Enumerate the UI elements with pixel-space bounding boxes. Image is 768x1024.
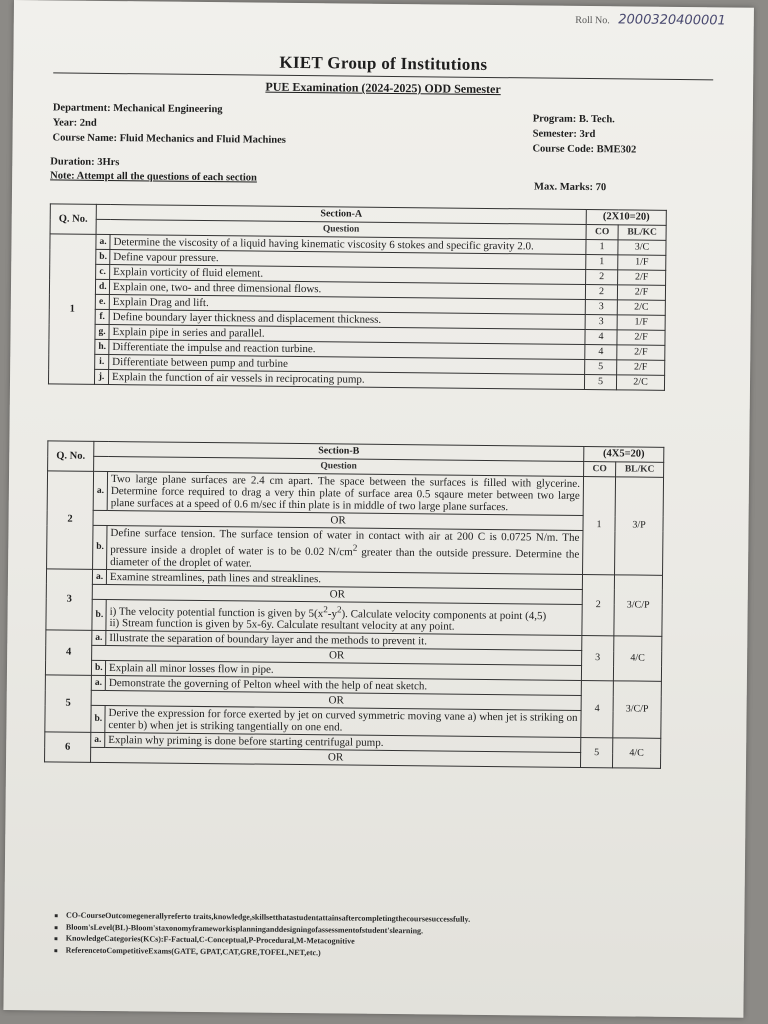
bl-value: 4/C [613, 636, 661, 682]
sub-label: j. [94, 369, 108, 384]
superscript: 2 [323, 603, 328, 614]
question-text: Explain Drag and lift. [109, 295, 585, 315]
section-a-table [48, 203, 667, 390]
question-number: 6 [45, 732, 91, 762]
question-text: Explain all minor losses flow in pipe. [105, 661, 581, 681]
co-value: 4 [585, 344, 617, 359]
question-text [107, 526, 583, 575]
question-number: 1 [48, 234, 96, 384]
question-number: 2 [47, 471, 94, 569]
question-text-part: ii) Stream function is given by 5x-6y. Calculate resultant velocity at any point. [109, 617, 455, 633]
footnotes [65, 910, 708, 964]
question-text: Explain pipe in series and parallel. [109, 325, 585, 345]
or-label: OR [93, 510, 583, 530]
sub-label: b. [92, 599, 106, 631]
bl-value: 4/C [613, 738, 661, 769]
bl-value: 2/F [617, 345, 665, 361]
program: Program: B. Tech. [532, 113, 615, 126]
question-text: Demonstrate the governing of Pelton wheel with the help of neat sketch. [105, 676, 581, 696]
co-value: 3 [585, 314, 617, 329]
course-name: Course Name: Fluid Mechanics and Fluid Machines [52, 132, 286, 146]
bl-value: 3/C [618, 240, 666, 256]
sub-label: b. [96, 249, 110, 264]
department: Department: Mechanical Engineering [52, 102, 223, 116]
question-text-part: -y [327, 607, 338, 620]
sub-label: c. [96, 264, 110, 279]
question-text-part: ). Calculate velocity components at point (4,5) [341, 607, 547, 622]
question-text-part: greater than the outside pressure. Determine the diameter of the droplet of water. [110, 546, 580, 570]
co-value: 5 [584, 374, 616, 389]
co-value: 2 [585, 285, 617, 300]
or-label: OR [92, 646, 582, 666]
sub-label: a. [96, 234, 110, 249]
question-text: Two large plane surfaces are 2.4 cm apart. The space between the surfaces is filled with glycerine. Determine force required to drag a very thin plate of surface area 0.5 sqaure meter between two large plane surfaces at a speed of 0.6 m/sec if thin plate is in middle of two large plane surfaces. [107, 472, 583, 516]
instruction-note: Note: Attempt all the questions of each section [50, 170, 257, 184]
section-b-marks: (4X5=20) [584, 446, 664, 462]
bl-value: 3/C/P [613, 681, 662, 738]
co-header: CO [586, 225, 618, 240]
sub-label: b. [91, 661, 105, 676]
duration: Duration: 3Hrs [50, 156, 120, 169]
qno-header: Q. No. [50, 204, 96, 234]
max-marks: Max. Marks: 70 [534, 181, 607, 194]
question-text: Differentiate between pump and turbine [109, 355, 585, 375]
or-label: OR [91, 691, 581, 711]
question-text: Examine streamlines, path lines and streaklines. [106, 569, 582, 589]
question-text: Illustrate the separation of boundary layer and the methods to prevent it. [106, 631, 582, 651]
sub-label: e. [95, 294, 109, 309]
bl-header: BL/KC [616, 462, 664, 478]
question-header: Question [94, 456, 584, 476]
course-meta-right [532, 111, 636, 157]
superscript: 2 [352, 542, 358, 553]
sub-label: a. [91, 676, 105, 691]
question-text: Differentiate the impulse and reaction turbine. [109, 340, 585, 360]
footnote: ■ Bloom'sLevel(BL)-Bloom'staxonomyframeworkisplanninganddesigningofassessmentofstudent'slearning. [68, 922, 708, 940]
bl-value: 1/F [618, 255, 666, 271]
section-b-table [44, 440, 664, 769]
sub-label: g. [95, 324, 109, 339]
question-number: 4 [45, 630, 91, 675]
co-value: 3 [585, 300, 617, 315]
question-text: Explain one, two- and three dimensional flows. [109, 280, 585, 300]
bl-value: 2/C [616, 375, 664, 391]
question-header: Question [96, 219, 586, 239]
co-value: 3 [581, 636, 613, 681]
sub-label: b. [91, 706, 105, 733]
question-text: Explain the function of air vessels in reciprocating pump. [108, 370, 584, 390]
bl-value: 2/F [617, 360, 665, 376]
institution-name: KIET Group of Institutions [279, 52, 488, 74]
co-value: 5 [581, 738, 613, 768]
sub-label: b. [93, 525, 107, 569]
bl-value: 2/C [617, 300, 665, 316]
co-value: 2 [582, 574, 615, 636]
bl-value: 1/F [617, 315, 665, 331]
bl-value: 3/C/P [614, 574, 663, 636]
table-row [47, 471, 663, 516]
question-text: Derive the expression for force exerted by jet on curved symmetric moving vane a) when jet is striking on center b) when jet is striking tangentially on one end. [105, 706, 581, 738]
bl-value: 2/F [618, 270, 666, 286]
sub-label: f. [95, 309, 109, 324]
section-b-title: Section-B [94, 441, 584, 461]
table-row [47, 525, 663, 575]
question-text: Define vapour pressure. [110, 250, 586, 270]
question-number: 5 [45, 675, 92, 732]
course-meta-left [52, 100, 286, 147]
qno-header: Q. No. [48, 441, 94, 471]
roll-number [575, 12, 726, 29]
semester: Semester: 3rd [532, 128, 596, 141]
sub-label: a. [93, 471, 107, 510]
co-value: 5 [585, 359, 617, 374]
section-a-title: Section-A [96, 204, 586, 224]
superscript: 2 [336, 604, 342, 615]
bl-value: 2/F [617, 285, 665, 301]
co-value: 2 [586, 270, 618, 285]
roll-number-value: 2000320400001 [618, 12, 726, 29]
co-value: 1 [583, 476, 616, 574]
sub-label: h. [95, 339, 109, 354]
co-value: 4 [585, 329, 617, 344]
bl-value: 2/F [617, 330, 665, 346]
question-text: Define boundary layer thickness and displacement thickness. [109, 310, 585, 330]
question-text-part: Define surface tension. The surface tension of water in contact with air at 200 C is 0.0725 N/m. The pressure inside a droplet of water is to be 0.02 N/cm [110, 527, 580, 559]
question-text: Explain why priming is done before starting centrifugal pump. [105, 733, 581, 753]
co-value: 4 [581, 681, 614, 738]
co-value: 1 [586, 255, 618, 270]
footnote: ■ CO-CourseOutcomegenerallyreferto traits,knowledge,skillsetthatastudentattainsaftercompletingthecoursesuccessfully. [68, 911, 708, 929]
sub-label: d. [95, 279, 109, 294]
co-value: 1 [586, 240, 618, 255]
sub-label: a. [92, 631, 106, 646]
exam-paper [3, 0, 754, 1018]
roll-number-label: Roll No. [575, 14, 610, 27]
section-a-marks: (2X10=20) [586, 210, 666, 226]
exam-title: PUE Examination (2024-2025) ODD Semester [265, 79, 501, 97]
footnote: ■ KnowledgeCategories(KCs):F-Factual,C-Conceptual,P-Procedural,M-Metacognitive [68, 934, 708, 952]
question-text: Determine the viscosity of a liquid having kinematic viscosity 6 stokes and specific gravity 2.0. [110, 235, 586, 255]
course-code: Course Code: BME302 [532, 143, 637, 156]
question-text: Explain vorticity of fluid element. [110, 265, 586, 285]
sub-label: a. [92, 569, 106, 584]
or-label: OR [92, 584, 582, 604]
question-text [106, 599, 582, 636]
question-text-part: i) The velocity potential function is given by 5(x [109, 605, 324, 620]
bl-value: 3/P [615, 477, 664, 575]
year: Year: 2nd [52, 117, 97, 129]
bl-header: BL/KC [618, 225, 666, 241]
or-label: OR [91, 748, 581, 768]
sub-label: a. [91, 733, 105, 748]
question-number: 3 [46, 569, 93, 631]
co-header: CO [584, 461, 616, 476]
footnote: ■ ReferencetoCompetitiveExams(GATE, GPAT,CAT,GRE,TOFEL,NET,etc.) [68, 945, 708, 963]
sub-label: i. [95, 354, 109, 369]
